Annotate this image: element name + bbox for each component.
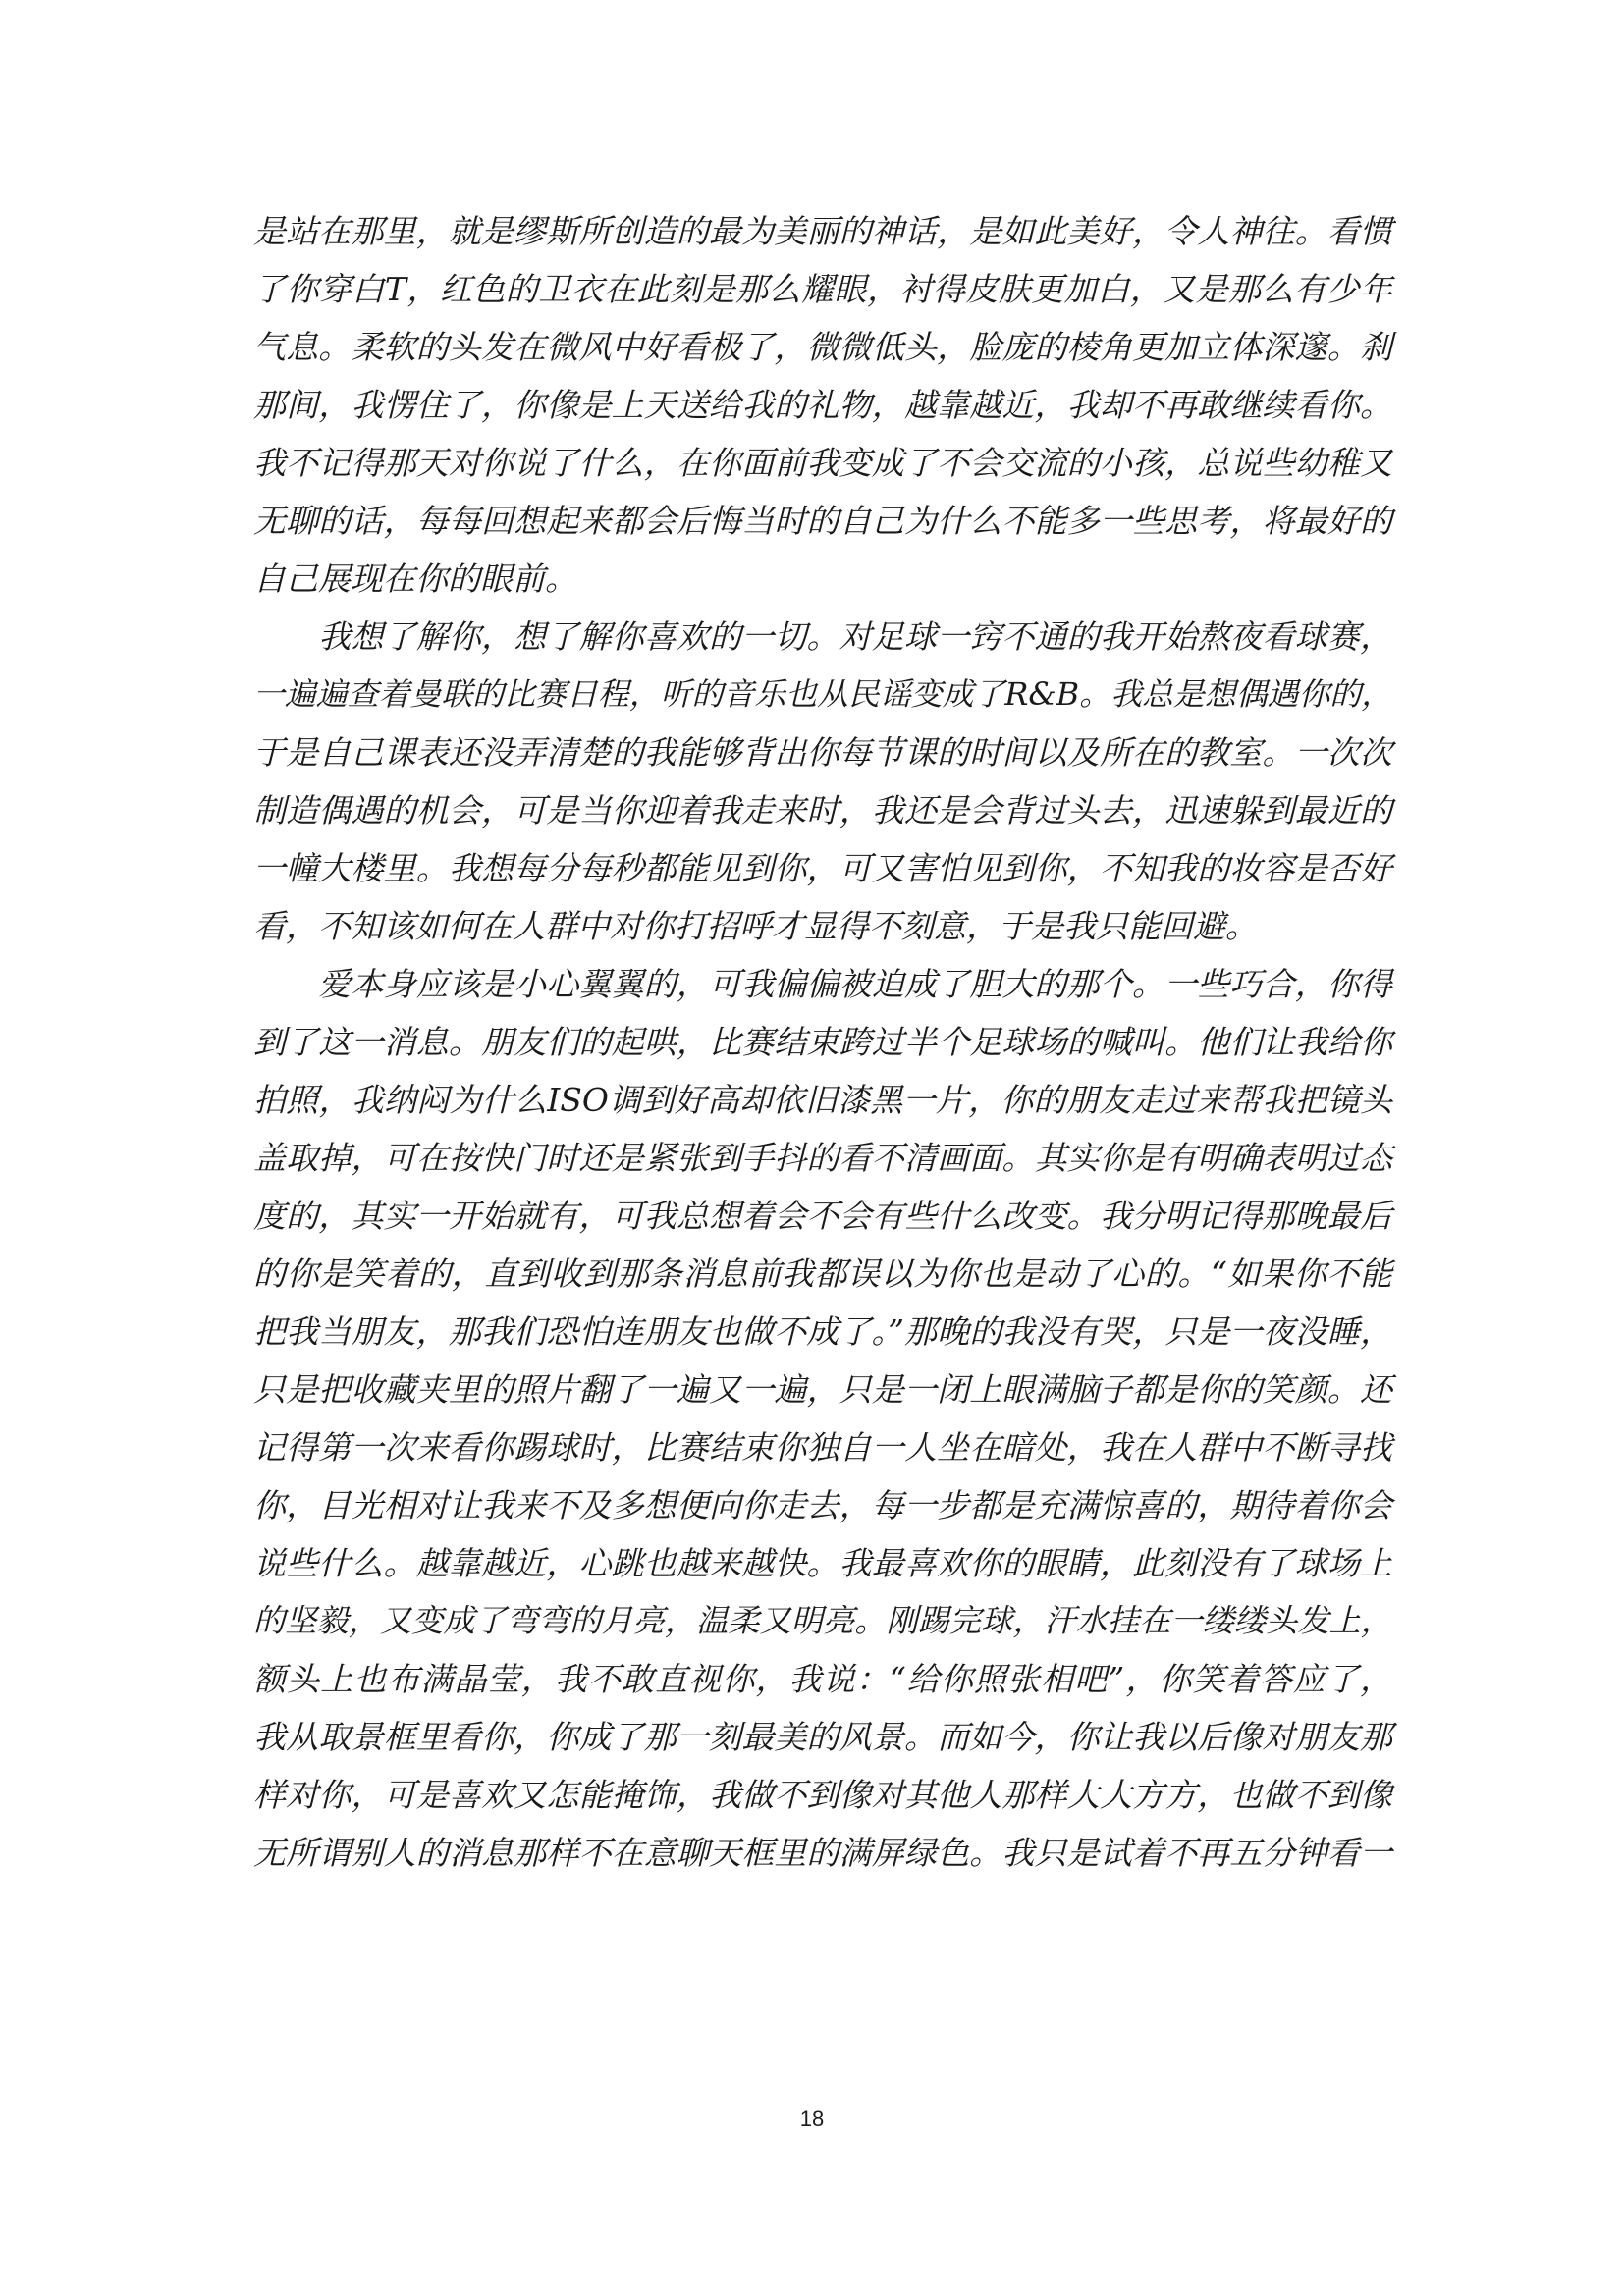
text-line: 了你穿白T，红色的卫衣在此刻是那么耀眼，衬得皮肤更加白，又是那么有少年: [253, 270, 1392, 308]
text-line: 到了这一消息。朋友们的起哄，比赛结束跨过半个足球场的喊叫。他们让我给你: [253, 1023, 1392, 1061]
text-line: 我从取景框里看你，你成了那一刻最美的风景。而如今，你让我以后像对朋友那: [253, 1718, 1392, 1756]
text-line: 看，不知该如何在人群中对你打招呼才显得不刻意，于是我只能回避。: [253, 907, 1258, 945]
text-line: 样对你，可是喜欢又怎能掩饰，我做不到像对其他人那样大大方方，也做不到像: [253, 1776, 1392, 1814]
text-line: 制造偶遇的机会，可是当你迎着我走来时，我还是会背过头去，迅速躲到最近的: [253, 791, 1392, 829]
text-line: 把我当朋友，那我们恐怕连朋友也做不成了。”那晚的我没有哭，只是一夜没睡，: [253, 1312, 1392, 1351]
text-line: 于是自己课表还没弄清楚的我能够背出你每节课的时间以及所在的教室。一次次: [253, 733, 1392, 772]
text-line: 拍照，我纳闷为什么ISO调到好高却依旧漆黑一片，你的朋友走过来帮我把镜头: [253, 1081, 1392, 1119]
text-line: 你，目光相对让我来不及多想便向你走去，每一步都是充满惊喜的，期待着你会: [253, 1486, 1392, 1524]
text-line: 度的，其实一开始就有，可我总想着会不会有些什么改变。我分明记得那晚最后: [253, 1197, 1392, 1235]
text-line: 我不记得那天对你说了什么，在你面前我变成了不会交流的小孩，总说些幼稚又: [253, 444, 1392, 482]
text-line: 的坚毅，又变成了弯弯的月亮，温柔又明亮。刚踢完球，汗水挂在一缕缕头发上，: [253, 1602, 1392, 1639]
text-line: 盖取掉，可在按快门时还是紧张到手抖的看不清画面。其实你是有明确表明过态: [253, 1139, 1392, 1177]
page-number: 18: [799, 2107, 825, 2131]
text-line: 只是把收藏夹里的照片翻了一遍又一遍，只是一闭上眼满脑子都是你的笑颜。还: [253, 1370, 1392, 1409]
text-line: 额头上也布满晶莹，我不敢直视你，我说：“给你照张相吧”，你笑着答应了，: [253, 1660, 1392, 1698]
text-line: 记得第一次来看你踢球时，比赛结束你独自一人坐在暗处，我在人群中不断寻找: [253, 1428, 1392, 1467]
text-line: 是站在那里，就是缪斯所创造的最为美丽的神话，是如此美好，令人神往。看惯: [253, 212, 1392, 250]
text-line: 的你是笑着的，直到收到那条消息前我都误以为你也是动了心的。“如果你不能: [253, 1255, 1392, 1293]
text-line: 一幢大楼里。我想每分每秒都能见到你，可又害怕见到你，不知我的妆容是否好: [253, 849, 1392, 887]
text-line: 一遍遍查着曼联的比赛日程，听的音乐也从民谣变成了R&B。我总是想偶遇你的，: [253, 675, 1393, 713]
text-line: 自己展现在你的眼前。: [253, 560, 577, 598]
text-line: 爱本身应该是小心翼翼的，可我偏偏被迫成了胆大的那个。一些巧合，你得: [253, 965, 1392, 1003]
text-line: 气息。柔软的头发在微风中好看极了，微微低头，脸庞的棱角更加立体深邃。刹: [253, 328, 1392, 366]
body-text: [253, 202, 1392, 1882]
text-line: 我想了解你，想了解你喜欢的一切。对足球一窍不通的我开始熬夜看球赛，: [253, 617, 1392, 656]
text-line: 那间，我愣住了，你像是上天送给我的礼物，越靠越近，我却不再敢继续看你。: [253, 386, 1392, 424]
text-line: 无聊的话，每每回想起来都会后悔当时的自己为什么不能多一些思考，将最好的: [253, 502, 1392, 540]
text-line: 无所谓别人的消息那样不在意聊天框里的满屏绿色。我只是试着不再五分钟看一: [253, 1834, 1392, 1872]
text-line: 说些什么。越靠越近，心跳也越来越快。我最喜欢你的眼睛，此刻没有了球场上: [253, 1544, 1392, 1582]
